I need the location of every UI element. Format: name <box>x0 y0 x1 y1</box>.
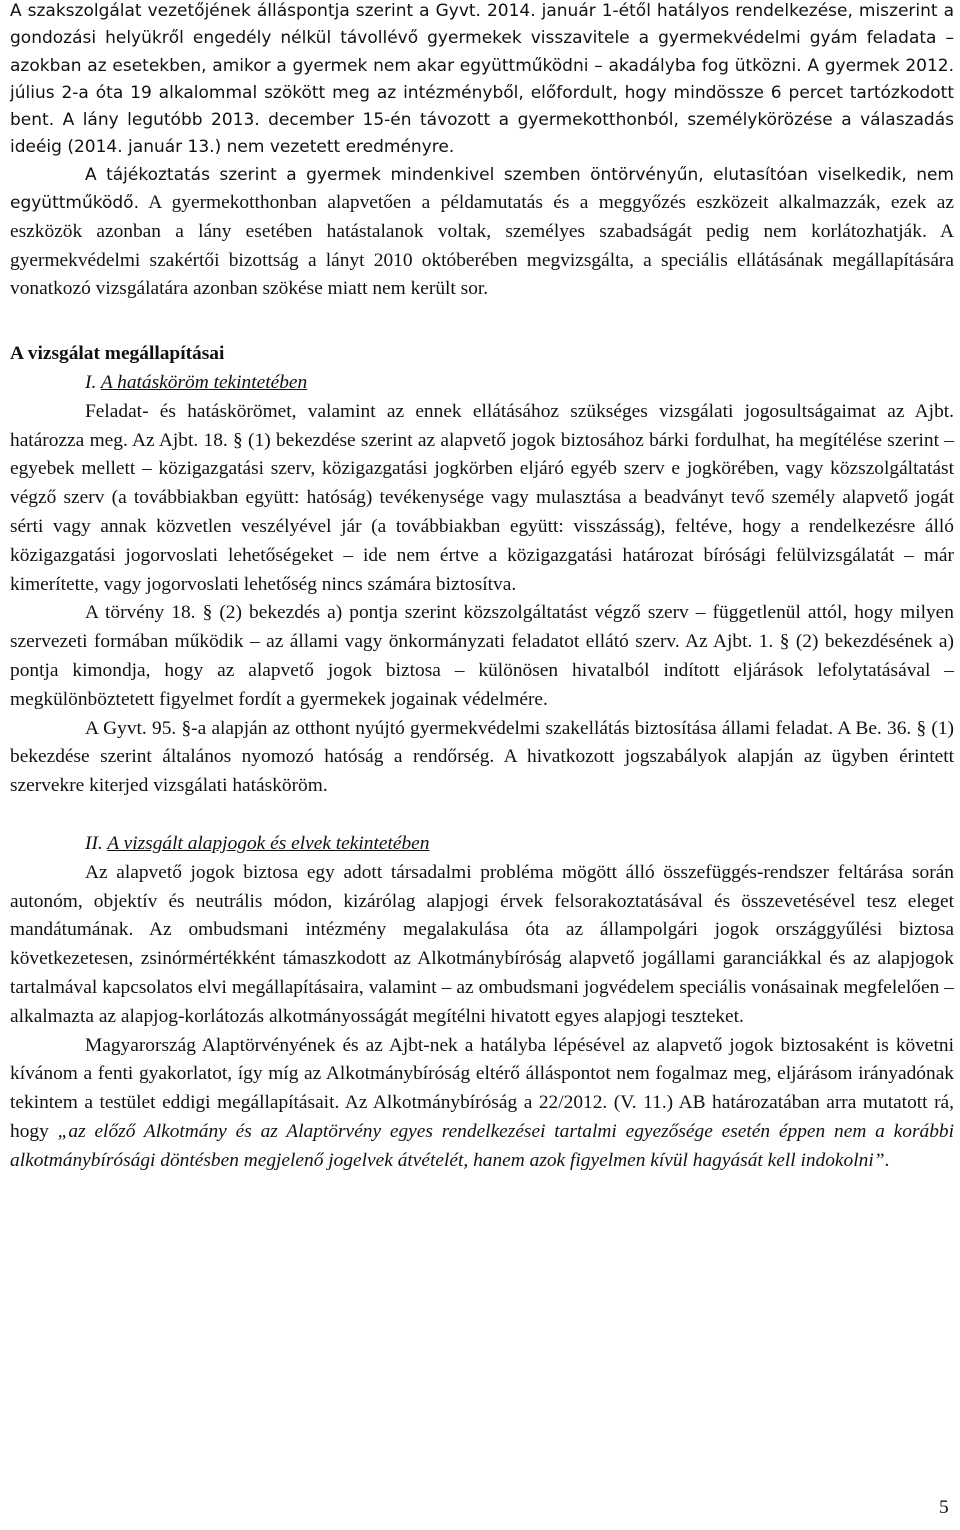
subheading-number: II. <box>85 833 103 855</box>
paragraph-alaptorveny-text: Magyarország Alaptörvényének és az Ajbt-nek a hatályba lépésével az alapvető jogok biztosaként is követni kívánom a fenti gyakorlatot, így míg az Alkotmánybíróság eltérő álláspontot nem fogalmaz meg, eljárásom irányadónak tekintem a testület eddigi megállapításait. Az Alkotmánybíróság a 22/2012. (V. 11.) AB határozatában arra mutatott rá, hogy <box>10 1034 954 1142</box>
paragraph-alaptorveny-end: . <box>884 1149 890 1171</box>
paragraph-alaptorveny <box>10 1032 954 1176</box>
subheading-alapjogok <box>10 830 954 859</box>
subheading-title: A hatásköröm tekintetében <box>100 372 308 394</box>
paragraph-alapveto-jogok-biztosa: Az alapvető jogok biztosa egy adott társadalmi probléma mögött álló összefüggés-rendszer feltárása során autonóm, objektív és neutrális módon, kizárólag alapjogi érvek felsorakoztatásával és összevetésével tesz eleget mandátumának. Az ombudsmani intézmény megalakulása óta az állampolgári jogok országgyűlési biztosa következetesen, zsinórmértékként támaszkodott az Alkotmánybíróság alapvető jogállami garanciákkal és az alapjogok tartalmával kapcsolatos elvi megállapításaira, valamint – az ombudsmani jogvédelem speciális vonásainak megfelelően – alkalmazta az alapjog-korlátozás alkotmányosságát megítélni hivatott egyes alapjogi teszteket. <box>10 861 954 1027</box>
section-heading: A vizsgálat megállapításai <box>10 343 225 365</box>
paragraph-tajekoztatas-sans-part: A tájékoztatás szerint a gyermek mindenkivel szemben öntörvényűn, elutasítóan viselkedik, nem együttműködő. <box>10 164 954 214</box>
paragraph-feladat-hataskor: Feladat- és hatáskörömet, valamint az ennek ellátásához szükséges vizsgálati jogosultságaimat az Ajbt. határozza meg. Az Ajbt. 18. § (1) bekezdése szerint az alapvető jogok biztosához bárki fordulhat, ha megítélése szerint – egyebek mellett – közigazgatási szerv, közigazgatási jogkörben eljáró egyéb szerv e jogkörében, vagy közszolgáltatást végző szerv (a továbbiakban együtt: hatóság) tevékenysége vagy mulasztása a beadványt tevő személy alapvető jogát sérti vagy annak közvetlen veszélyével jár (a továbbiakban együtt: visszásság), feltéve, hogy a rendelkezésre álló közigazgatási jogorvoslati lehetőségeket – ide nem értve a közigazgatási határozat bírósági felülvizsgálatát – már kimerítette, vagy jogorvoslati lehetőség nincs számára biztosítva. <box>10 400 954 595</box>
paragraph-tajekoztatas-serif-part: A gyermekotthonban alapvetően a példamutatás és a meggyőzés eszközeit alkalmazzák, ezek az eszközök azonban a lány esetében hatástalanok voltak, személyes szabadságát pedig nem korlátozhatják. A gyermekvédelmi szakértői bizottság a lányt 2010 októberében megvizsgálta, a speciális ellátásának megállapítására vonatkozó vizsgálatára azonban szökése miatt nem került sor. <box>10 192 954 300</box>
subheading-title: A vizsgált alapjogok és elvek tekintetében <box>107 833 430 855</box>
paragraph-szakszolgalat: A szakszolgálat vezetőjének álláspontja szerint a Gyvt. 2014. január 1-étől hatályos rendelkezése, miszerint a gondozási helyükről engedély nélkül távollévő gyermekek visszavitele a gyermekvédelmi gyám feladata – azokban az esetekben, amikor a gyermek nem akar együttműködni – akadályba fog ütközni. A gyermek 2012. július 2-a óta 19 alkalommal szökött meg az intézményből, előfordult, hogy mindössze 6 percet tartózkodott bent. A lány legutóbb 2013. december 15-én távozott a gyermekotthonból, személykörözése a válaszadás ideéig (2014. január 13.) nem vezetett eredményre. <box>10 1 954 158</box>
subheading-number: I. <box>85 372 97 394</box>
paragraph-torveny-18: A törvény 18. § (2) bekezdés a) pontja szerint közszolgáltatást végző szerv – függetlenül attól, hogy milyen szervezeti formában működik – az állami vagy önkormányzati feladatot ellátó szerv. Az Ajbt. 1. § (2) bekezdésének a) pontja kimondja, hogy az alapvető jogok biztosa – különösen hivatalból indított eljárások lefolytatásával – megkülönböztetett figyelmet fordít a gyermekek jogainak védelmére. <box>10 602 954 710</box>
page-number: 5 <box>939 1497 949 1518</box>
paragraph-tajekoztatas <box>10 162 954 304</box>
subheading-hataskor <box>10 369 954 398</box>
document-page <box>10 0 954 1176</box>
quotation: „az előző Alkotmány és az Alaptörvény egyes rendelkezései tartalmi egyezősége esetén éppen nem a korábbi alkotmánybírósági döntésben megjelenő jogelvek átvételét, hanem azok figyelmen kívül hagyását kell indokolni” <box>10 1120 954 1171</box>
paragraph-gyvt-95: A Gyvt. 95. §-a alapján az otthont nyújtó gyermekvédelmi szakellátás biztosítása állami feladat. A Be. 36. § (1) bekezdése szerint általános nyomozó hatóság a rendőrség. A hivatkozott jogszabályok alapján az ügyben érintett szervekre kiterjed vizsgálati hatásköröm. <box>10 717 954 797</box>
